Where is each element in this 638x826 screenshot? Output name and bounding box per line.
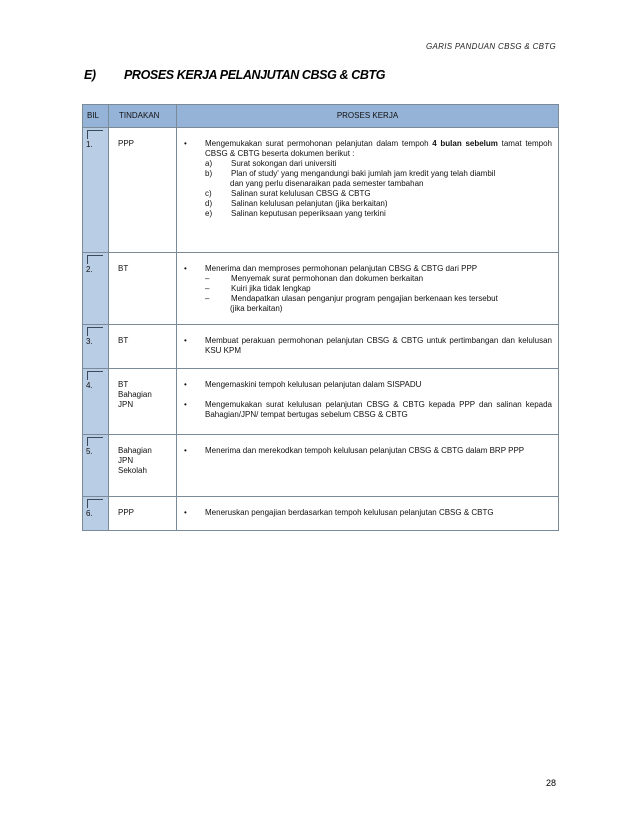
- bullet-text: [205, 446, 552, 456]
- header-bil: BIL: [83, 105, 109, 128]
- bullet-dot-icon: •: [184, 336, 187, 345]
- row-marker-box: [87, 371, 103, 380]
- sub-item-marker: b): [205, 169, 213, 178]
- row-marker-box: [87, 130, 103, 139]
- bullet-dot-icon: •: [184, 446, 187, 455]
- sub-item-marker: –: [205, 284, 210, 293]
- bullet-text-main: Mengemaskini tempoh kelulusan pelanjutan dalam SISPADU: [205, 380, 422, 389]
- bullet-text-main: Mengemukakan surat permohonan pelanjutan dalam tempoh: [205, 139, 433, 148]
- bullet-dot-icon: •: [184, 508, 187, 517]
- sub-item-marker: a): [205, 159, 213, 168]
- sub-list-item: [205, 284, 552, 294]
- cell-proses-kerja: [177, 325, 559, 369]
- bullet-item: [181, 380, 552, 390]
- header-proses-kerja: PROSES KERJA: [177, 105, 559, 128]
- sub-item-text: Surat sokongan dari universiti: [231, 159, 337, 168]
- table-row: [83, 369, 559, 435]
- bullet-dot-icon: •: [184, 264, 187, 273]
- cell-bil: [83, 128, 109, 253]
- sub-item-marker: –: [205, 274, 210, 283]
- bullet-text: [205, 264, 552, 274]
- bullet-text-tail: tamat tempoh CBSG & CBTG beserta dokumen berikut :: [205, 139, 553, 158]
- cell-tindakan: [109, 325, 177, 369]
- cell-proses-kerja: [177, 253, 559, 325]
- sub-list-item: [205, 209, 552, 219]
- bullet-item: [181, 400, 552, 420]
- sub-list: [205, 159, 552, 219]
- sub-item-text: Salinan kelulusan pelanjutan (jika berkaitan): [231, 199, 388, 208]
- sub-list-item: [205, 199, 552, 209]
- bullet-item: [181, 336, 552, 356]
- cell-tindakan: [109, 435, 177, 497]
- running-header: GARIS PANDUAN CBSG & CBTG: [425, 42, 556, 51]
- bullet-text: [205, 508, 552, 518]
- sub-list: [205, 274, 552, 314]
- bullet-item: [181, 446, 552, 456]
- sub-list-item: [205, 159, 552, 169]
- bullet-text: [205, 336, 552, 356]
- cell-proses-kerja: [177, 435, 559, 497]
- actor-label: Bahagian: [118, 390, 152, 399]
- sub-list-item: [205, 294, 552, 304]
- bullet-dot-icon: •: [184, 139, 187, 148]
- row-marker-box: [87, 327, 103, 336]
- bullet-text-main: Meneruskan pengajian berdasarkan tempoh kelulusan pelanjutan CBSG & CBTG: [205, 508, 494, 517]
- sub-item-continuation: (jika berkaitan): [230, 304, 283, 313]
- bullet-text-main: Menerima dan memproses permohonan pelanjutan CBSG & CBTG dari PPP: [205, 264, 478, 273]
- bullet-text: [205, 400, 552, 420]
- row-marker-box: [87, 499, 103, 508]
- cell-bil: [83, 369, 109, 435]
- actor-label: PPP: [118, 508, 135, 517]
- sub-item-text: Kuiri jika tidak lengkap: [231, 284, 311, 293]
- bullet-item: [181, 139, 552, 159]
- table-row: [83, 253, 559, 325]
- bullet-dot-icon: •: [184, 400, 187, 409]
- bullet-text-main: Mengemukakan surat kelulusan pelanjutan CBSG & CBTG kepada PPP dan salinan kepada Bahagian/JPN/ tempat bertugas sebelum CBSG & CBTG: [205, 400, 552, 419]
- sub-item-text: Menyemak surat permohonan dan dokumen berkaitan: [231, 274, 424, 283]
- actor-label: BT: [118, 380, 129, 389]
- process-table: [82, 104, 559, 531]
- sub-item-marker: e): [205, 209, 213, 218]
- cell-bil: [83, 435, 109, 497]
- bullet-item: [181, 508, 552, 518]
- bullet-text-main: Menerima dan merekodkan tempoh kelulusan pelanjutan CBSG & CBTG dalam BRP PPP: [205, 446, 525, 455]
- actor-label: Bahagian: [118, 446, 152, 455]
- section-letter: E): [84, 68, 96, 82]
- table-row: [83, 497, 559, 531]
- cell-bil: [83, 497, 109, 531]
- table-row: [83, 128, 559, 253]
- sub-item-marker: d): [205, 199, 213, 208]
- sub-list-item: [205, 189, 552, 199]
- actor-label: BT: [118, 336, 129, 345]
- row-marker-box: [87, 255, 103, 264]
- header-tindakan: TINDAKAN: [109, 105, 177, 128]
- bullet-item: [181, 264, 552, 274]
- bullet-text-emphasis: 4 bulan sebelum: [432, 139, 498, 148]
- cell-proses-kerja: [177, 369, 559, 435]
- sub-item-text: Mendapatkan ulasan penganjur program pengajian berkenaan kes tersebut: [231, 294, 498, 303]
- sub-list-item: [205, 169, 552, 179]
- actor-label: BT: [118, 264, 129, 273]
- bullet-text-main: Membuat perakuan permohonan pelanjutan CBSG & CBTG untuk pertimbangan dan kelulusan KSU KPM: [205, 336, 552, 355]
- sub-list-item: [205, 274, 552, 284]
- sub-item-marker: –: [205, 294, 210, 303]
- cell-bil: [83, 325, 109, 369]
- sub-item-continuation: dan yang perlu disenaraikan pada semester tambahan: [230, 179, 424, 188]
- cell-proses-kerja: [177, 128, 559, 253]
- row-number: 5.: [86, 447, 93, 456]
- row-number: 2.: [86, 265, 93, 274]
- bullet-text: [205, 380, 552, 390]
- actor-label: PPP: [118, 139, 135, 148]
- cell-proses-kerja: [177, 497, 559, 531]
- cell-bil: [83, 253, 109, 325]
- cell-tindakan: [109, 369, 177, 435]
- sub-item-marker: c): [205, 189, 212, 198]
- row-number: 3.: [86, 337, 93, 346]
- row-number: 1.: [86, 140, 93, 149]
- page-number: 28: [545, 778, 556, 788]
- row-number: 6.: [86, 509, 93, 518]
- cell-tindakan: [109, 497, 177, 531]
- cell-tindakan: [109, 253, 177, 325]
- section-heading: [84, 68, 564, 82]
- bullet-dot-icon: •: [184, 380, 187, 389]
- actor-label: JPN: [118, 400, 134, 409]
- row-number: 4.: [86, 381, 93, 390]
- table-body: [83, 128, 559, 531]
- cell-tindakan: [109, 128, 177, 253]
- section-title: PROSES KERJA PELANJUTAN CBSG & CBTG: [124, 68, 386, 82]
- row-marker-box: [87, 437, 103, 446]
- sub-item-text: Plan of study' yang mengandungi baki jumlah jam kredit yang telah diambil: [231, 169, 496, 178]
- bullet-text: [205, 139, 552, 159]
- actor-label: Sekolah: [118, 466, 147, 475]
- actor-label: JPN: [118, 456, 134, 465]
- sub-item-text: Salinan surat kelulusan CBSG & CBTG: [231, 189, 371, 198]
- table-header-row: [83, 105, 559, 128]
- table-row: [83, 435, 559, 497]
- table-row: [83, 325, 559, 369]
- sub-item-text: Salinan keputusan peperiksaan yang terkini: [231, 209, 386, 218]
